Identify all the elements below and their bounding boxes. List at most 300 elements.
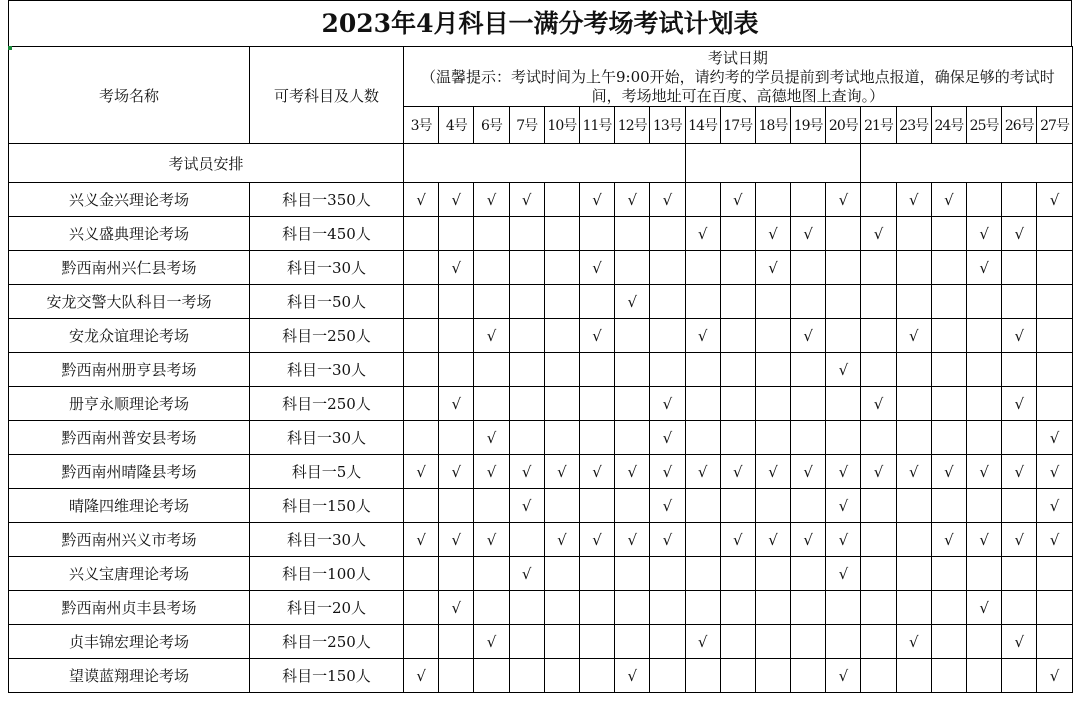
- empty-cell: [931, 319, 966, 353]
- check-mark: √: [439, 183, 474, 217]
- empty-cell: [615, 625, 650, 659]
- venue-column-header: 考场名称: [9, 47, 250, 144]
- check-mark: √: [404, 455, 439, 489]
- empty-cell: [1002, 251, 1037, 285]
- empty-cell: [509, 659, 544, 693]
- table-row: [9, 285, 1073, 319]
- venue-name: 安龙交警大队科目一考场: [9, 285, 250, 319]
- empty-cell: [474, 387, 509, 421]
- empty-cell: [404, 557, 439, 591]
- subject-column-header: 可考科目及人数: [250, 47, 404, 144]
- empty-cell: [861, 251, 896, 285]
- table-row: [9, 659, 1073, 693]
- page-title: 2023年4月科目一满分考场考试计划表: [8, 0, 1072, 46]
- empty-cell: [720, 217, 755, 251]
- empty-cell: [685, 251, 720, 285]
- check-mark: √: [826, 523, 861, 557]
- empty-cell: [404, 319, 439, 353]
- empty-cell: [615, 319, 650, 353]
- venue-name: 兴义金兴理论考场: [9, 183, 250, 217]
- empty-cell: [861, 659, 896, 693]
- empty-cell: [1037, 387, 1072, 421]
- table-row: [9, 387, 1073, 421]
- empty-cell: [579, 421, 614, 455]
- check-mark: √: [509, 455, 544, 489]
- exam-notice: （温馨提示：考试时间为上午9:00开始，请约考的学员提前到考试地点报道，确保足够的考试时间，考场地址可在百度、高德地图上查询。）: [404, 68, 1073, 107]
- subject-capacity: 科目一250人: [250, 319, 404, 353]
- empty-cell: [579, 217, 614, 251]
- empty-cell: [720, 489, 755, 523]
- empty-cell: [1002, 591, 1037, 625]
- empty-cell: [826, 421, 861, 455]
- empty-cell: [1037, 353, 1072, 387]
- examiner-arrangement-label: 考试员安排: [9, 144, 404, 183]
- empty-cell: [720, 285, 755, 319]
- check-mark: √: [931, 455, 966, 489]
- empty-cell: [791, 591, 826, 625]
- subject-capacity: 科目一5人: [250, 455, 404, 489]
- empty-cell: [755, 421, 790, 455]
- check-mark: √: [650, 523, 685, 557]
- empty-cell: [861, 489, 896, 523]
- empty-cell: [685, 421, 720, 455]
- empty-cell: [544, 659, 579, 693]
- empty-cell: [755, 387, 790, 421]
- date-header-cell: 19号: [791, 107, 826, 144]
- empty-cell: [720, 659, 755, 693]
- subject-capacity: 科目一450人: [250, 217, 404, 251]
- date-header-cell: 23号: [896, 107, 931, 144]
- check-mark: √: [1037, 183, 1072, 217]
- examiner-block-2: [685, 144, 861, 183]
- empty-cell: [404, 353, 439, 387]
- check-mark: √: [685, 455, 720, 489]
- empty-cell: [896, 387, 931, 421]
- check-mark: √: [544, 455, 579, 489]
- date-header-cell: 11号: [579, 107, 614, 144]
- empty-cell: [1002, 285, 1037, 319]
- empty-cell: [826, 625, 861, 659]
- check-mark: √: [1037, 455, 1072, 489]
- check-mark: √: [615, 183, 650, 217]
- empty-cell: [509, 421, 544, 455]
- examiner-block-1: [404, 144, 686, 183]
- date-header-cell: 7号: [509, 107, 544, 144]
- check-mark: √: [544, 523, 579, 557]
- check-mark: √: [720, 523, 755, 557]
- empty-cell: [755, 625, 790, 659]
- empty-cell: [509, 251, 544, 285]
- empty-cell: [579, 387, 614, 421]
- check-mark: √: [474, 421, 509, 455]
- empty-cell: [755, 319, 790, 353]
- subject-capacity: 科目一250人: [250, 625, 404, 659]
- date-header-cell: 10号: [544, 107, 579, 144]
- empty-cell: [755, 183, 790, 217]
- empty-cell: [474, 591, 509, 625]
- empty-cell: [650, 319, 685, 353]
- subject-capacity: 科目一150人: [250, 489, 404, 523]
- empty-cell: [931, 625, 966, 659]
- venue-name: 黔西南州晴隆县考场: [9, 455, 250, 489]
- examiner-arrangement-row: [9, 144, 1073, 183]
- table-row: [9, 421, 1073, 455]
- empty-cell: [544, 387, 579, 421]
- check-mark: √: [474, 319, 509, 353]
- empty-cell: [439, 489, 474, 523]
- table-row: [9, 217, 1073, 251]
- check-mark: √: [404, 523, 439, 557]
- check-mark: √: [1002, 625, 1037, 659]
- empty-cell: [896, 591, 931, 625]
- check-mark: √: [720, 183, 755, 217]
- subject-capacity: 科目一30人: [250, 251, 404, 285]
- subject-capacity: 科目一30人: [250, 353, 404, 387]
- empty-cell: [474, 557, 509, 591]
- empty-cell: [967, 625, 1002, 659]
- empty-cell: [439, 659, 474, 693]
- empty-cell: [1037, 591, 1072, 625]
- empty-cell: [509, 387, 544, 421]
- empty-cell: [720, 625, 755, 659]
- check-mark: √: [474, 523, 509, 557]
- check-mark: √: [967, 217, 1002, 251]
- empty-cell: [544, 319, 579, 353]
- subject-capacity: 科目一20人: [250, 591, 404, 625]
- empty-cell: [650, 353, 685, 387]
- empty-cell: [826, 217, 861, 251]
- empty-cell: [404, 625, 439, 659]
- empty-cell: [967, 421, 1002, 455]
- date-header-cell: 6号: [474, 107, 509, 144]
- empty-cell: [896, 285, 931, 319]
- empty-cell: [579, 353, 614, 387]
- subject-capacity: 科目一100人: [250, 557, 404, 591]
- check-mark: √: [474, 625, 509, 659]
- date-header-cell: 17号: [720, 107, 755, 144]
- empty-cell: [650, 285, 685, 319]
- empty-cell: [474, 217, 509, 251]
- empty-cell: [791, 285, 826, 319]
- check-mark: √: [474, 455, 509, 489]
- check-mark: √: [1037, 421, 1072, 455]
- empty-cell: [1002, 183, 1037, 217]
- subject-capacity: 科目一150人: [250, 659, 404, 693]
- empty-cell: [474, 251, 509, 285]
- empty-cell: [474, 489, 509, 523]
- check-mark: √: [685, 217, 720, 251]
- check-mark: √: [404, 659, 439, 693]
- empty-cell: [720, 319, 755, 353]
- check-mark: √: [579, 319, 614, 353]
- table-row: [9, 455, 1073, 489]
- check-mark: √: [579, 455, 614, 489]
- venue-name: 黔西南州兴仁县考场: [9, 251, 250, 285]
- check-mark: √: [439, 523, 474, 557]
- check-mark: √: [439, 591, 474, 625]
- check-mark: √: [1002, 455, 1037, 489]
- check-mark: √: [509, 183, 544, 217]
- table-row: [9, 523, 1073, 557]
- empty-cell: [439, 285, 474, 319]
- empty-cell: [615, 557, 650, 591]
- empty-cell: [967, 285, 1002, 319]
- empty-cell: [720, 557, 755, 591]
- empty-cell: [791, 557, 826, 591]
- empty-cell: [931, 251, 966, 285]
- empty-cell: [404, 285, 439, 319]
- empty-cell: [791, 387, 826, 421]
- venue-name: 晴隆四维理论考场: [9, 489, 250, 523]
- exam-plan-table: [8, 46, 1073, 693]
- empty-cell: [509, 523, 544, 557]
- empty-cell: [685, 353, 720, 387]
- empty-cell: [544, 591, 579, 625]
- date-header-cell: 18号: [755, 107, 790, 144]
- empty-cell: [896, 659, 931, 693]
- empty-cell: [896, 523, 931, 557]
- check-mark: √: [1037, 489, 1072, 523]
- check-mark: √: [967, 251, 1002, 285]
- check-mark: √: [861, 217, 896, 251]
- empty-cell: [474, 285, 509, 319]
- empty-cell: [967, 489, 1002, 523]
- empty-cell: [685, 591, 720, 625]
- empty-cell: [931, 353, 966, 387]
- table-row: [9, 319, 1073, 353]
- check-mark: √: [755, 455, 790, 489]
- empty-cell: [615, 421, 650, 455]
- empty-cell: [1037, 319, 1072, 353]
- check-mark: √: [791, 455, 826, 489]
- empty-cell: [826, 591, 861, 625]
- check-mark: √: [579, 523, 614, 557]
- subject-capacity: 科目一30人: [250, 523, 404, 557]
- empty-cell: [509, 625, 544, 659]
- cell-corner-marker: [8, 46, 12, 50]
- empty-cell: [439, 217, 474, 251]
- date-header-cell: 13号: [650, 107, 685, 144]
- empty-cell: [967, 659, 1002, 693]
- empty-cell: [967, 387, 1002, 421]
- check-mark: √: [650, 421, 685, 455]
- empty-cell: [826, 319, 861, 353]
- empty-cell: [720, 251, 755, 285]
- check-mark: √: [439, 387, 474, 421]
- empty-cell: [439, 625, 474, 659]
- check-mark: √: [509, 557, 544, 591]
- empty-cell: [861, 625, 896, 659]
- empty-cell: [791, 251, 826, 285]
- empty-cell: [861, 285, 896, 319]
- empty-cell: [791, 183, 826, 217]
- empty-cell: [404, 251, 439, 285]
- empty-cell: [544, 625, 579, 659]
- examiner-block-3: [861, 144, 1072, 183]
- empty-cell: [755, 591, 790, 625]
- empty-cell: [967, 183, 1002, 217]
- subject-capacity: 科目一50人: [250, 285, 404, 319]
- check-mark: √: [1002, 387, 1037, 421]
- empty-cell: [474, 353, 509, 387]
- date-header-cell: 14号: [685, 107, 720, 144]
- empty-cell: [1037, 285, 1072, 319]
- empty-cell: [791, 625, 826, 659]
- empty-cell: [544, 183, 579, 217]
- check-mark: √: [1002, 523, 1037, 557]
- check-mark: √: [615, 659, 650, 693]
- subject-capacity: 科目一350人: [250, 183, 404, 217]
- venue-name: 册亨永顺理论考场: [9, 387, 250, 421]
- check-mark: √: [967, 591, 1002, 625]
- empty-cell: [579, 285, 614, 319]
- check-mark: √: [1037, 523, 1072, 557]
- empty-cell: [509, 353, 544, 387]
- empty-cell: [685, 557, 720, 591]
- empty-cell: [685, 183, 720, 217]
- date-header-cell: 20号: [826, 107, 861, 144]
- empty-cell: [509, 285, 544, 319]
- empty-cell: [509, 217, 544, 251]
- check-mark: √: [579, 251, 614, 285]
- empty-cell: [544, 557, 579, 591]
- empty-cell: [931, 557, 966, 591]
- empty-cell: [579, 625, 614, 659]
- check-mark: √: [791, 319, 826, 353]
- table-row: [9, 591, 1073, 625]
- empty-cell: [1002, 353, 1037, 387]
- empty-cell: [439, 421, 474, 455]
- empty-cell: [755, 557, 790, 591]
- check-mark: √: [650, 183, 685, 217]
- subject-capacity: 科目一30人: [250, 421, 404, 455]
- check-mark: √: [650, 455, 685, 489]
- empty-cell: [650, 659, 685, 693]
- empty-cell: [861, 183, 896, 217]
- exam-date-header: 考试日期: [404, 47, 1073, 69]
- empty-cell: [615, 387, 650, 421]
- empty-cell: [544, 489, 579, 523]
- empty-cell: [720, 591, 755, 625]
- empty-cell: [509, 319, 544, 353]
- check-mark: √: [826, 489, 861, 523]
- empty-cell: [404, 591, 439, 625]
- empty-cell: [615, 489, 650, 523]
- empty-cell: [650, 251, 685, 285]
- empty-cell: [826, 387, 861, 421]
- empty-cell: [861, 353, 896, 387]
- empty-cell: [439, 353, 474, 387]
- check-mark: √: [967, 455, 1002, 489]
- empty-cell: [579, 659, 614, 693]
- empty-cell: [685, 523, 720, 557]
- check-mark: √: [896, 455, 931, 489]
- check-mark: √: [650, 387, 685, 421]
- venue-name: 望谟蓝翔理论考场: [9, 659, 250, 693]
- empty-cell: [861, 591, 896, 625]
- empty-cell: [896, 353, 931, 387]
- empty-cell: [579, 489, 614, 523]
- check-mark: √: [404, 183, 439, 217]
- empty-cell: [544, 217, 579, 251]
- empty-cell: [861, 421, 896, 455]
- empty-cell: [1002, 489, 1037, 523]
- empty-cell: [685, 489, 720, 523]
- empty-cell: [896, 557, 931, 591]
- empty-cell: [826, 285, 861, 319]
- date-header-cell: 4号: [439, 107, 474, 144]
- empty-cell: [474, 659, 509, 693]
- empty-cell: [755, 285, 790, 319]
- empty-cell: [685, 387, 720, 421]
- empty-cell: [404, 217, 439, 251]
- empty-cell: [1037, 557, 1072, 591]
- check-mark: √: [826, 455, 861, 489]
- table-row: [9, 557, 1073, 591]
- empty-cell: [931, 591, 966, 625]
- empty-cell: [931, 489, 966, 523]
- venue-name: 黔西南州贞丰县考场: [9, 591, 250, 625]
- check-mark: √: [509, 489, 544, 523]
- empty-cell: [896, 251, 931, 285]
- venue-name: 黔西南州册亨县考场: [9, 353, 250, 387]
- date-header-cell: 12号: [615, 107, 650, 144]
- table-row: [9, 353, 1073, 387]
- empty-cell: [615, 217, 650, 251]
- check-mark: √: [439, 251, 474, 285]
- empty-cell: [544, 285, 579, 319]
- date-header-cell: 26号: [1002, 107, 1037, 144]
- check-mark: √: [615, 285, 650, 319]
- date-header-cell: 21号: [861, 107, 896, 144]
- empty-cell: [544, 353, 579, 387]
- check-mark: √: [615, 523, 650, 557]
- table-row: [9, 251, 1073, 285]
- empty-cell: [755, 489, 790, 523]
- check-mark: √: [896, 183, 931, 217]
- check-mark: √: [826, 659, 861, 693]
- empty-cell: [615, 251, 650, 285]
- check-mark: √: [967, 523, 1002, 557]
- empty-cell: [967, 319, 1002, 353]
- date-header-cell: 24号: [931, 107, 966, 144]
- empty-cell: [896, 421, 931, 455]
- date-header-cell: 3号: [404, 107, 439, 144]
- check-mark: √: [755, 523, 790, 557]
- venue-name: 兴义宝唐理论考场: [9, 557, 250, 591]
- check-mark: √: [439, 455, 474, 489]
- check-mark: √: [755, 217, 790, 251]
- empty-cell: [650, 591, 685, 625]
- check-mark: √: [685, 319, 720, 353]
- check-mark: √: [826, 183, 861, 217]
- empty-cell: [650, 217, 685, 251]
- empty-cell: [1037, 251, 1072, 285]
- check-mark: √: [579, 183, 614, 217]
- check-mark: √: [861, 387, 896, 421]
- check-mark: √: [931, 183, 966, 217]
- empty-cell: [720, 353, 755, 387]
- empty-cell: [579, 591, 614, 625]
- venue-name: 贞丰锦宏理论考场: [9, 625, 250, 659]
- empty-cell: [404, 421, 439, 455]
- empty-cell: [720, 387, 755, 421]
- check-mark: √: [1002, 319, 1037, 353]
- empty-cell: [1002, 557, 1037, 591]
- venue-name: 黔西南州兴义市考场: [9, 523, 250, 557]
- venue-name: 安龙众谊理论考场: [9, 319, 250, 353]
- empty-cell: [404, 387, 439, 421]
